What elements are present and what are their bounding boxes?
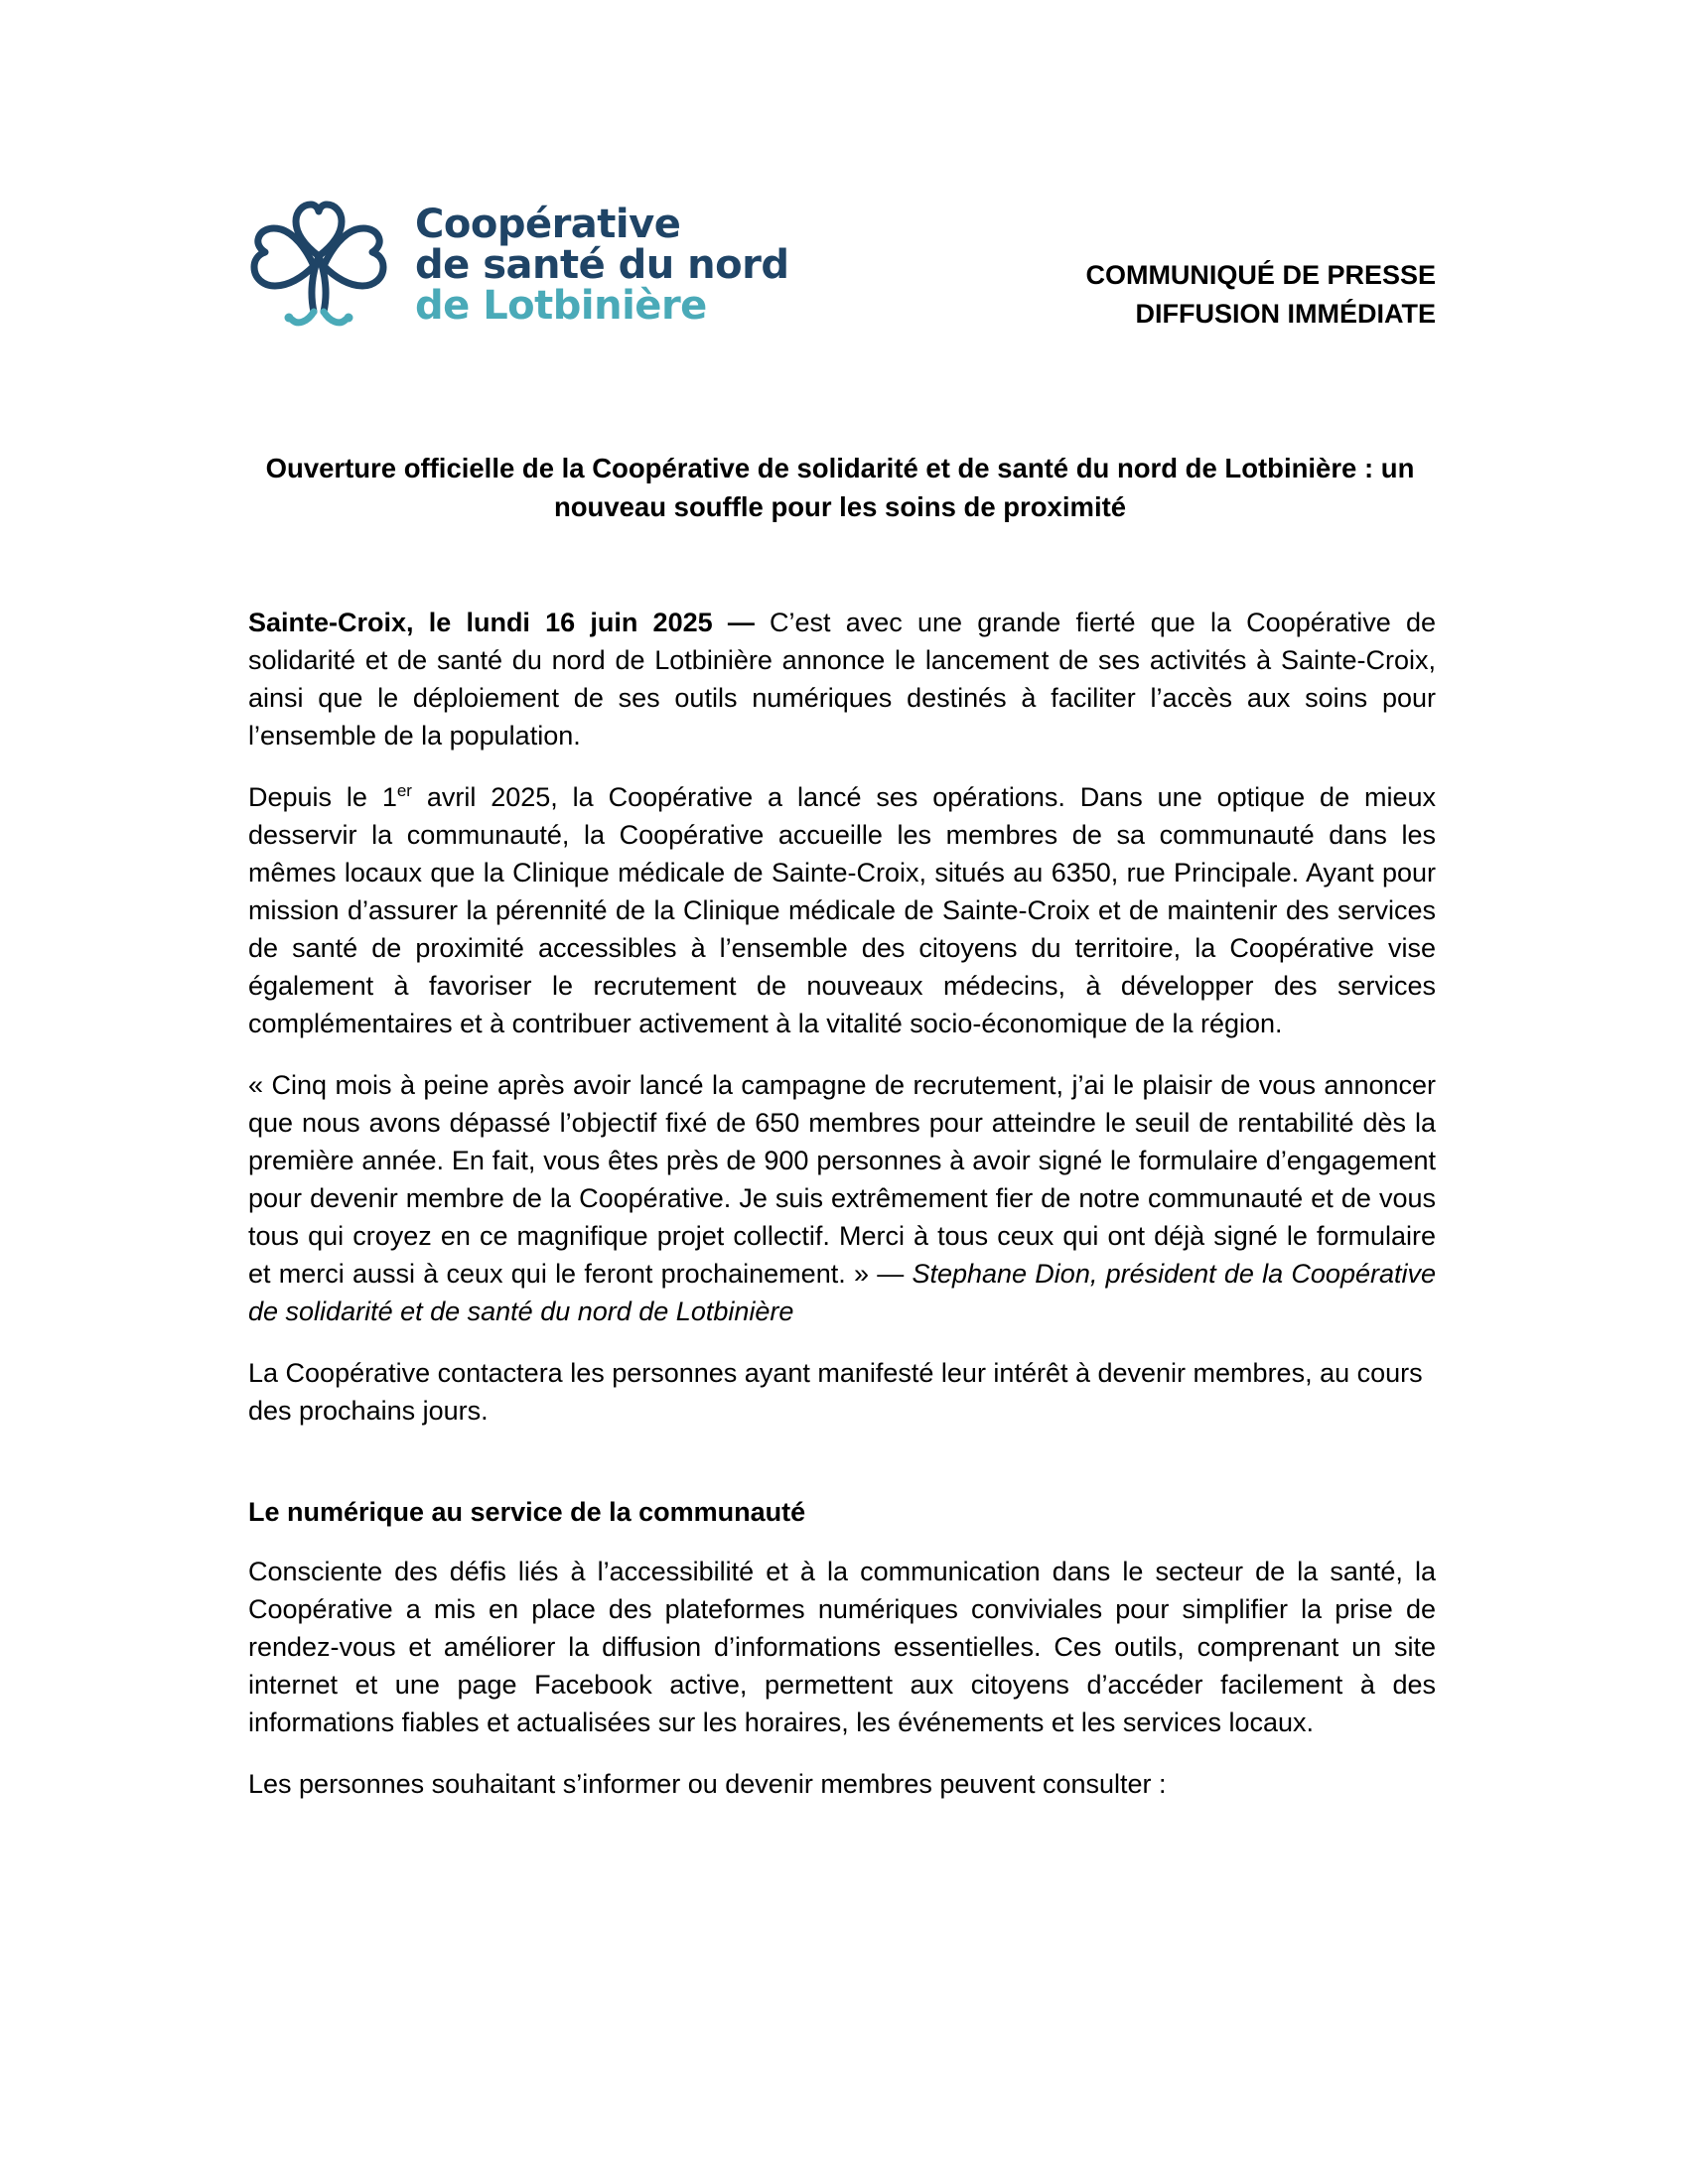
logo-line-1: Coopérative — [415, 202, 681, 247]
paragraph-digital: Consciente des défis liés à l’accessibilité et à la communication dans le secteur de la santé, la Coopérative a mis en place des plateformes numériques conviviales pour simplifier la prise de rendez-vous et améliorer la diffusion d’informations essentielles. Ces outils, comprenant un site internet et une page Facebook active, permettent aux citoyens d’accéder facilement à des informations fiables et actualisées sur les horaires, les événements et les services locaux. — [248, 1557, 1436, 1737]
heart-clover-stethoscope-icon — [244, 195, 393, 343]
dateline: Sainte-Croix, le lundi 16 juin 2025 — — [248, 608, 755, 637]
operations-text-rest: avril 2025, la Coopérative a lancé ses opérations. Dans une optique de mieux desservir la communauté, la Coopérative accueille les membres de sa communauté dans les mêmes locaux que la Clinique médicale de Sainte-Croix, situés au 6350, rue Principale. Ayant pour mission d’assurer la pérennité de la Clinique médicale de Sainte-Croix et de maintenir des services de santé de proximité accessibles à l’ensemble des citoyens du territoire, la Coopérative vise également à favoriser le recrutement de nouveaux médecins, à développer des services complémentaires et à contribuer activement à la vitalité socio-économique de la région. — [248, 782, 1436, 1038]
paragraph-intro — [248, 604, 1436, 754]
president-quote: « Cinq mois à peine après avoir lancé la campagne de recrutement, j’ai le plaisir de vous annoncer que nous avons dépassé l’objectif fixé de 650 membres pour atteindre le seuil de rentabilité dès la première année. En fait, vous êtes près de 900 personnes à avoir signé le formulaire d’engagement pour devenir membre de la Coopérative. Je suis extrêmement fier de notre communauté et de vous tous qui croyez en ce magnifique projet collectif. Merci à tous ceux qui ont déjà signé le formulaire et merci aussi à ceux qui le feront prochainement. » — — [248, 1070, 1436, 1289]
paragraph-contact: La Coopérative contactera les personnes ayant manifesté leur intérêt à devenir membres, au cours des prochains jours. — [248, 1358, 1423, 1426]
cooperative-logo — [244, 195, 789, 343]
press-release-body — [248, 604, 1436, 1827]
logo-line-3: de Lotbinière — [415, 283, 707, 329]
section-heading: Le numérique au service de la communauté — [248, 1497, 806, 1527]
logo-line-2: de santé du nord — [415, 242, 789, 288]
operations-text-start: Depuis le 1 — [248, 782, 397, 812]
ordinal-superscript: er — [396, 781, 412, 800]
quote-attribution: Stephane Dion, président de la Coopérative de solidarité et de santé du nord de Lotbinière — [248, 1259, 1436, 1326]
logo-wordmark — [415, 202, 789, 329]
page-title: Ouverture officielle de la Coopérative de solidarité et de santé du nord de Lotbinière : un nouveau souffle pour les soins de proximité — [265, 453, 1415, 522]
release-label — [1085, 256, 1436, 334]
release-timing: DIFFUSION IMMÉDIATE — [1135, 299, 1436, 329]
release-type: COMMUNIQUÉ DE PRESSE — [1085, 260, 1436, 290]
paragraph-consult: Les personnes souhaitant s’informer ou devenir membres peuvent consulter : — [248, 1769, 1167, 1799]
paragraph-quote — [248, 1066, 1436, 1330]
paragraph-operations — [248, 778, 1436, 1042]
intro-text: C’est avec une grande fierté que la Coopérative de solidarité et de santé du nord de Lotbinière annonce le lancement de ses activités à Sainte-Croix, ainsi que le déploiement de ses outils numériques destinés à faciliter l’accès aux soins pour l’ensemble de la population. — [248, 608, 1436, 751]
